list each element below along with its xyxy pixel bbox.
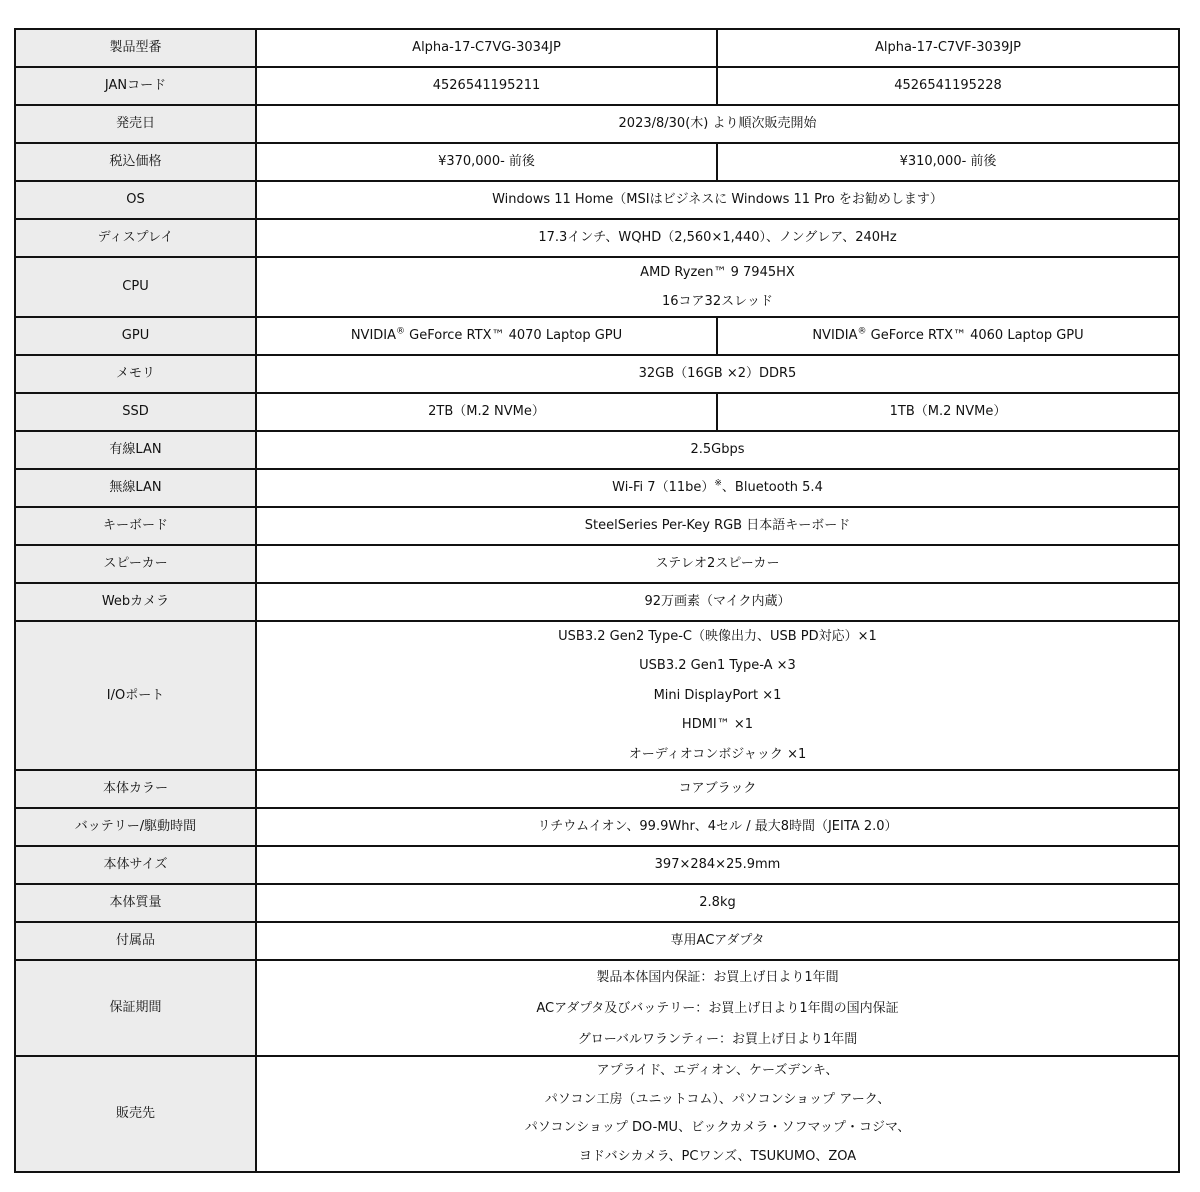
wifi-note-mark: ※ [714, 478, 722, 489]
row-ssd [15, 393, 1179, 431]
row-memory [15, 355, 1179, 393]
gpu-b-brand: NVIDIA [812, 328, 858, 344]
retailer-line: パソコンショップ DO-MU、ビックカメラ・ソフマップ・コジマ、 [524, 1120, 911, 1136]
gpu-a [256, 317, 717, 355]
row-wireless-lan [15, 469, 1179, 507]
label-memory: メモリ [15, 355, 256, 393]
spec-table [14, 28, 1180, 1173]
label-webcam: Webカメラ [15, 583, 256, 621]
label-io-ports: I/Oポート [15, 621, 256, 770]
row-size [15, 846, 1179, 884]
row-os [15, 181, 1179, 219]
row-battery [15, 808, 1179, 846]
row-cpu [15, 257, 1179, 317]
warranty-line: ACアダプタ及びバッテリー：お買上げ日より1年間の国内保証 [536, 1000, 899, 1016]
battery-value: リチウムイオン、99.9Whr、4セル / 最大8時間（JEITA 2.0） [256, 808, 1179, 846]
io-port-line: USB3.2 Gen2 Type-C（映像出力、USB PD対応）×1 [558, 629, 877, 644]
io-port-line: オーディオコンボジャック ×1 [628, 746, 807, 762]
label-color: 本体カラー [15, 770, 256, 808]
memory-value: 32GB（16GB ×2）DDR5 [256, 355, 1179, 393]
warranty-value [256, 960, 1179, 1056]
gpu-a-model: GeForce RTX™ 4070 Laptop GPU [405, 328, 623, 344]
label-gpu: GPU [15, 317, 256, 355]
row-weight [15, 884, 1179, 922]
price-a: ¥370,000- 前後 [256, 143, 717, 181]
gpu-a-mark: ® [396, 326, 406, 337]
gpu-b [717, 317, 1179, 355]
jan-a: 4526541195211 [256, 67, 717, 105]
model-b: Alpha-17-C7VF-3039JP [717, 29, 1179, 67]
row-io-ports [15, 621, 1179, 770]
row-gpu [15, 317, 1179, 355]
label-wired-lan: 有線LAN [15, 431, 256, 469]
warranty-line: 製品本体国内保証：お買上げ日より1年間 [596, 969, 839, 985]
row-jan [15, 67, 1179, 105]
row-warranty [15, 960, 1179, 1056]
io-port-line: Mini DisplayPort ×1 [653, 687, 782, 703]
retailer-line: パソコン工房（ユニットコム）、パソコンショップ アーク、 [544, 1091, 891, 1107]
io-ports-value [256, 621, 1179, 770]
weight-value: 2.8kg [256, 884, 1179, 922]
label-accessories: 付属品 [15, 922, 256, 960]
row-release [15, 105, 1179, 143]
release-value: 2023/8/30(木) より順次販売開始 [256, 105, 1179, 143]
row-model [15, 29, 1179, 67]
row-wired-lan [15, 431, 1179, 469]
color-value: コアブラック [256, 770, 1179, 808]
jan-b: 4526541195228 [717, 67, 1179, 105]
label-os: OS [15, 181, 256, 219]
label-price: 税込価格 [15, 143, 256, 181]
row-keyboard [15, 507, 1179, 545]
display-value: 17.3インチ、WQHD（2,560×1,440）、ノングレア、240Hz [256, 219, 1179, 257]
row-color [15, 770, 1179, 808]
label-wireless-lan: 無線LAN [15, 469, 256, 507]
retailers-value [256, 1056, 1179, 1172]
label-model: 製品型番 [15, 29, 256, 67]
retailer-line: ヨドバシカメラ、PCワンズ、TSUKUMO、ZOA [578, 1148, 857, 1164]
accessories-value: 専用ACアダプタ [256, 922, 1179, 960]
row-accessories [15, 922, 1179, 960]
row-retailers [15, 1056, 1179, 1172]
model-a: Alpha-17-C7VG-3034JP [256, 29, 717, 67]
ssd-a: 2TB（M.2 NVMe） [256, 393, 717, 431]
label-size: 本体サイズ [15, 846, 256, 884]
price-b: ¥310,000- 前後 [717, 143, 1179, 181]
retailer-line: アプライド、エディオン、ケーズデンキ、 [596, 1063, 839, 1079]
row-speaker [15, 545, 1179, 583]
row-display [15, 219, 1179, 257]
label-cpu: CPU [15, 257, 256, 317]
label-speaker: スピーカー [15, 545, 256, 583]
label-ssd: SSD [15, 393, 256, 431]
label-keyboard: キーボード [15, 507, 256, 545]
label-display: ディスプレイ [15, 219, 256, 257]
wired-lan-value: 2.5Gbps [256, 431, 1179, 469]
cpu-line: AMD Ryzen™ 9 7945HX [640, 265, 795, 280]
ssd-b: 1TB（M.2 NVMe） [717, 393, 1179, 431]
wireless-lan-value [256, 469, 1179, 507]
gpu-b-mark: ® [857, 326, 867, 337]
webcam-value: 92万画素（マイク内蔵） [256, 583, 1179, 621]
wifi-text: Wi-Fi 7（11be） [612, 480, 715, 496]
label-warranty: 保証期間 [15, 960, 256, 1056]
label-release: 発売日 [15, 105, 256, 143]
bluetooth-text: 、Bluetooth 5.4 [721, 480, 823, 496]
speaker-value: ステレオ2スピーカー [256, 545, 1179, 583]
label-weight: 本体質量 [15, 884, 256, 922]
warranty-line: グローバルワランティー：お買上げ日より1年間 [577, 1031, 858, 1047]
row-price [15, 143, 1179, 181]
io-port-line: HDMI™ ×1 [681, 717, 754, 733]
io-port-line: USB3.2 Gen1 Type-A ×3 [639, 658, 796, 674]
size-value: 397×284×25.9mm [256, 846, 1179, 884]
cpu-value [256, 257, 1179, 317]
gpu-a-brand: NVIDIA [350, 328, 397, 344]
cpu-line: 16コア32スレッド [662, 294, 773, 309]
label-retailers: 販売先 [15, 1056, 256, 1172]
row-webcam [15, 583, 1179, 621]
gpu-b-model: GeForce RTX™ 4060 Laptop GPU [866, 328, 1084, 344]
label-battery: バッテリー/駆動時間 [15, 808, 256, 846]
keyboard-value: SteelSeries Per-Key RGB 日本語キーボード [256, 507, 1179, 545]
os-value: Windows 11 Home（MSIはビジネスに Windows 11 Pro をお勧めします） [256, 181, 1179, 219]
label-jan: JANコード [15, 67, 256, 105]
